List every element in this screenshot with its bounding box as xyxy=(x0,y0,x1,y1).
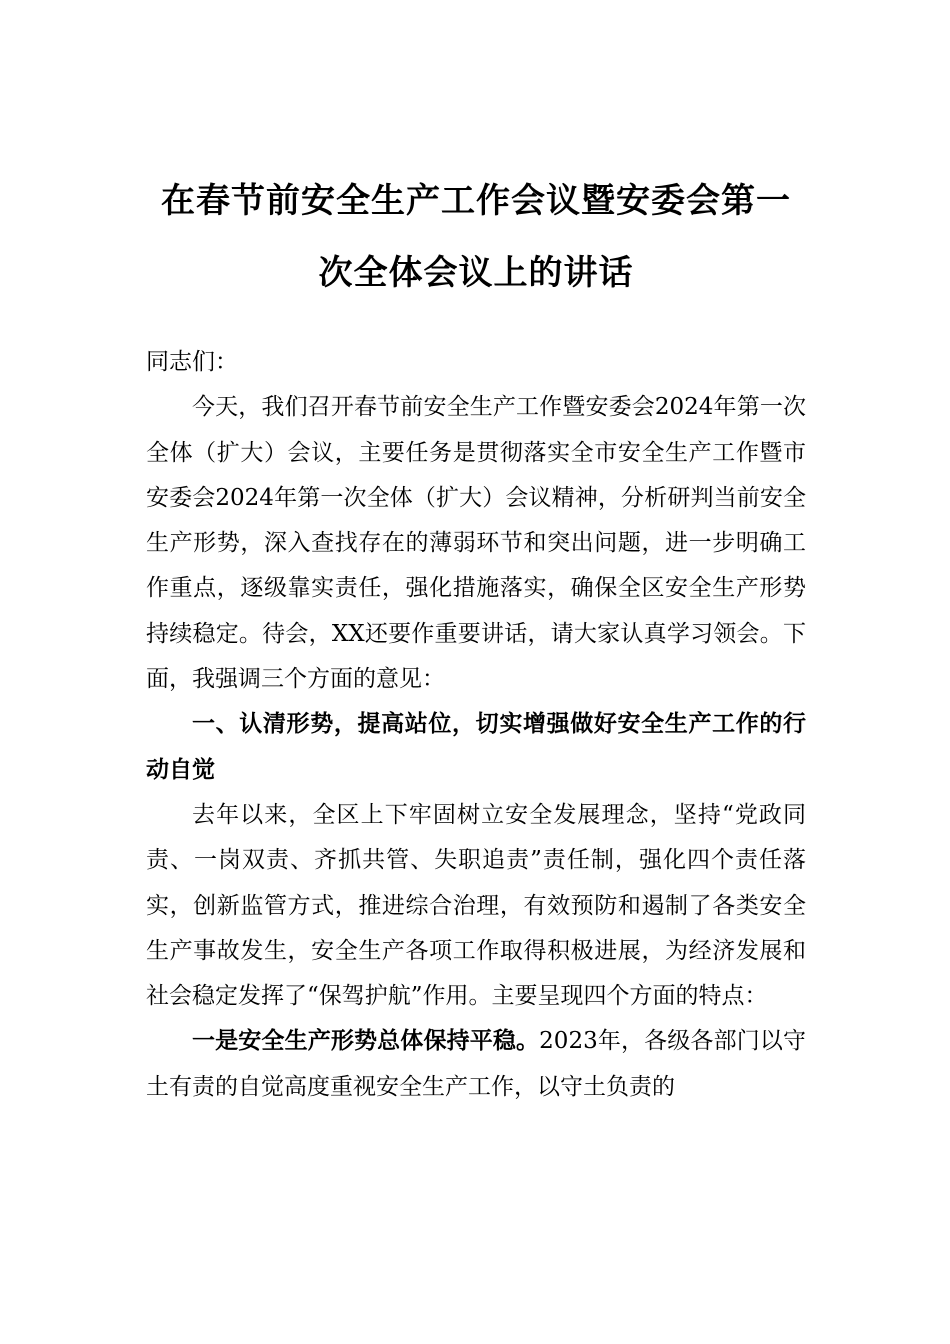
point-1-lead: 一是安全生产形势总体保持平稳。 xyxy=(192,1028,540,1055)
title-line-2: 次全体会议上的讲话 xyxy=(318,253,634,293)
salutation: 同志们： xyxy=(146,349,238,375)
point-1-text: 2023年，各级各部门以守土有责的自觉高度重视安全生产工作，以守土负责的 xyxy=(146,1028,807,1100)
section-heading-1: 一、认清形势，提高站位，切实增强做好安全生产工作的行动自觉 xyxy=(146,711,806,783)
document-title xyxy=(146,165,806,309)
paragraph-intro: 今天，我们召开春节前安全生产工作暨安委会2024年第一次全体（扩大）会议，主要任务是贯彻落实全市安全生产工作暨市安委会2024年第一次全体（扩大）会议精神，分析研判当前安全生产形势，深入查找存在的薄弱环节和突出问题，进一步明确工作重点，逐级靠实责任，强化措施落实，确保全区安全生产形势持续稳定。待会，XX还要作重要讲话，请大家认真学习领会。下面，我强调三个方面的意见： xyxy=(146,394,806,693)
paragraph-point-1 xyxy=(146,1019,806,1110)
title-line-1: 在春节前安全生产工作会议暨安委会第一 xyxy=(161,181,791,221)
document-body xyxy=(146,340,806,1110)
paragraph-situation: 去年以来，全区上下牢固树立安全发展理念，坚持“党政同责、一岗双责、齐抓共管、失职追责”责任制，强化四个责任落实，创新监管方式，推进综合治理，有效预防和遏制了各类安全生产事故发生，安全生产各项工作取得积极进展，为经济发展和社会稳定发挥了“保驾护航”作用。主要呈现四个方面的特点： xyxy=(146,801,806,1010)
